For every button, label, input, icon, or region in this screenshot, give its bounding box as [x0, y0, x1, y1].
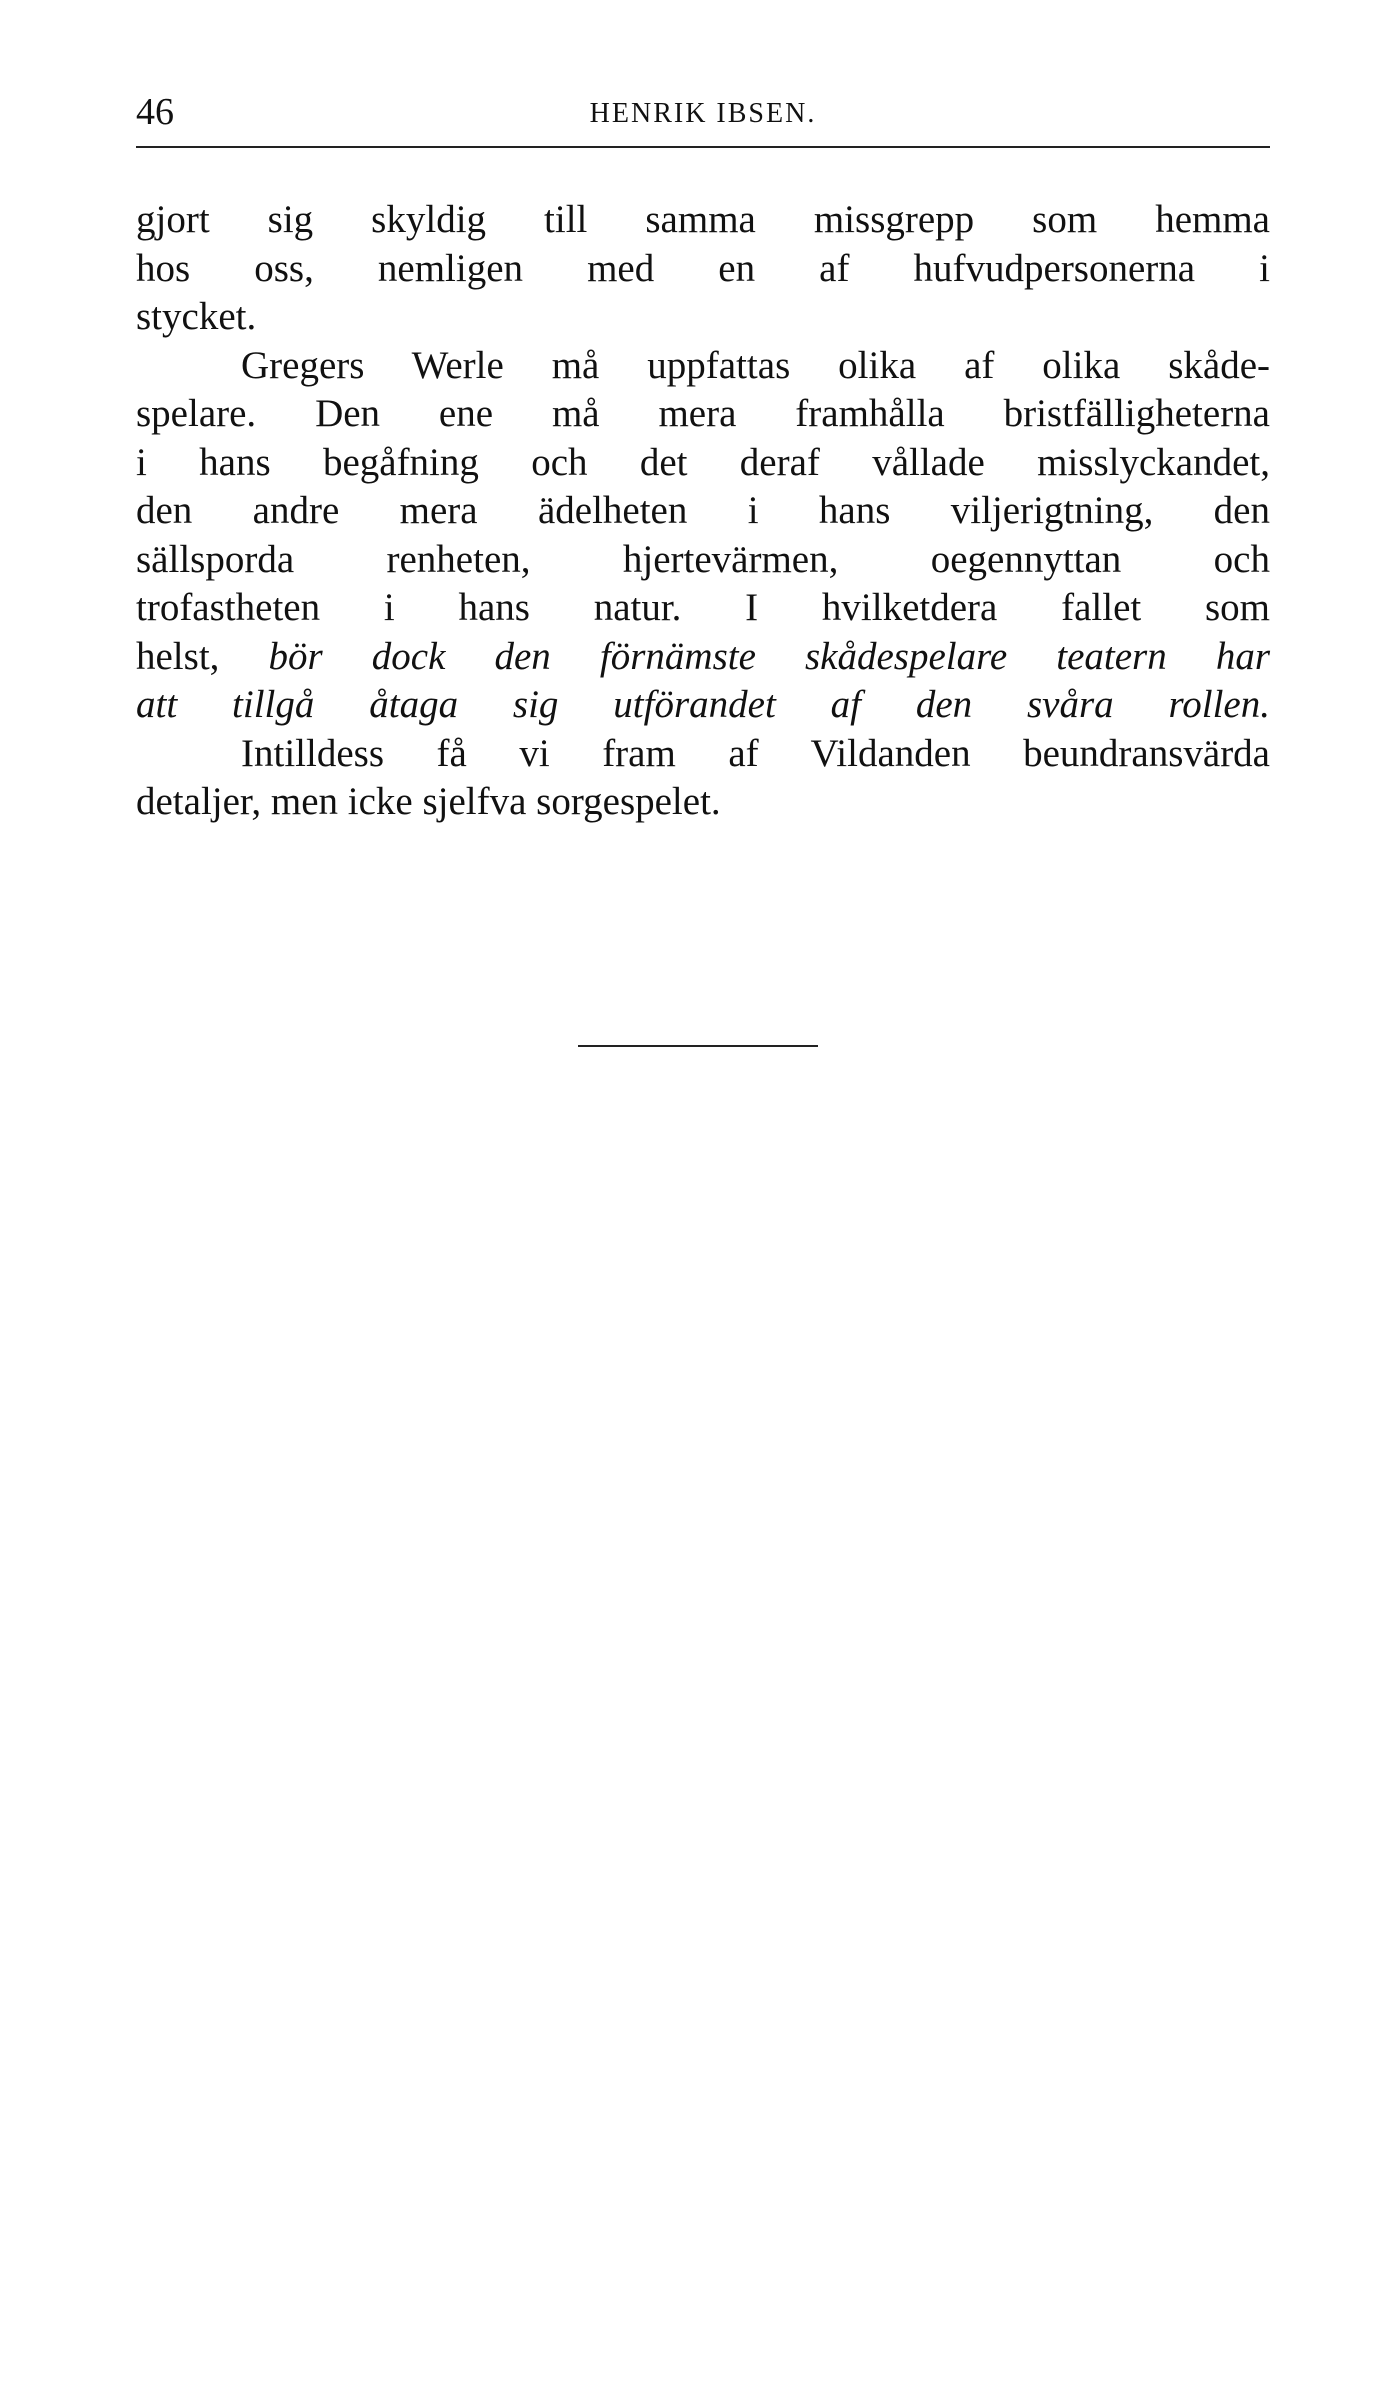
page-number: 46: [136, 91, 174, 133]
text-line: trofastheten i hans natur. I hvilketdera fallet som: [136, 586, 1270, 629]
text-line: sällsporda renheten, hjertevärmen, oegennyttan och: [136, 537, 1270, 581]
text-line: detaljer, men icke sjelfva sorgespelet.: [136, 780, 721, 823]
running-head: HENRIK IBSEN.: [589, 98, 817, 129]
italic-text: att tillgå åtaga sig utförandet af den svåra rollen.: [136, 683, 1270, 726]
body-text: [136, 196, 1270, 827]
text-line: gjort sig skyldig till samma missgrepp som hemma: [136, 198, 1270, 241]
text-line: stycket.: [136, 295, 257, 338]
text-line: Gregers Werle må uppfattas olika af olika skåde-: [241, 343, 1270, 387]
text-span: helst,: [136, 634, 220, 678]
text-line-mixed: [136, 633, 1270, 682]
text-line: hos oss, nemligen med en af hufvudpersonerna i: [136, 246, 1270, 290]
header-rule: [136, 146, 1270, 148]
page-header: [136, 88, 1270, 148]
section-end-rule: [578, 1045, 818, 1047]
text-line: i hans begåfning och det deraf vållade misslyckandet,: [136, 440, 1270, 484]
text-line: [136, 681, 1270, 730]
text-line: Intilldess få vi fram af Vildanden beundransvärda: [241, 731, 1270, 775]
text-line: den andre mera ädelheten i hans viljerigtning, den: [136, 489, 1270, 532]
text-line: spelare. Den ene må mera framhålla bristfälligheterna: [136, 392, 1270, 435]
italic-text: bör dock den förnämste skådespelare teatern har: [268, 634, 1270, 678]
